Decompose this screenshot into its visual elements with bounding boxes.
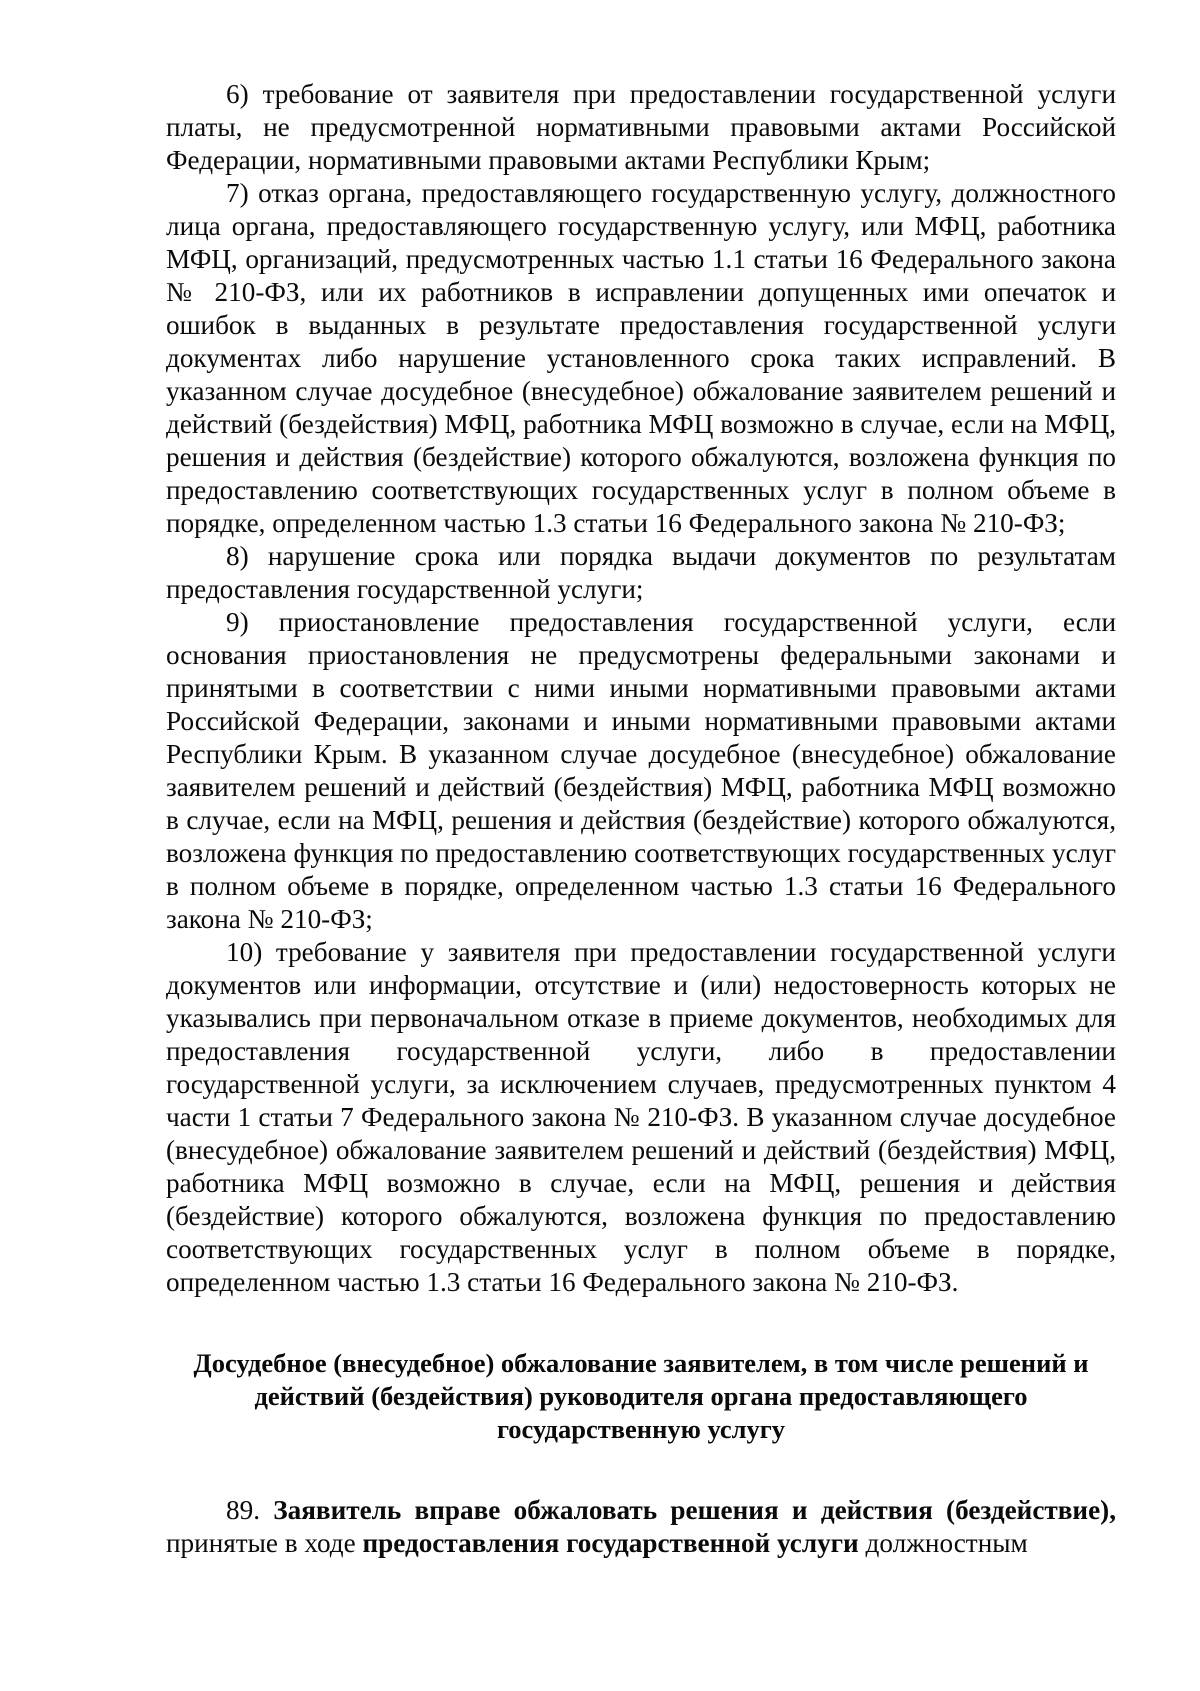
bold-fragment-1: Заявитель вправе обжаловать решения и действия (бездействие),	[273, 1495, 1117, 1525]
bold-fragment-2: предоставления государственной услуги	[362, 1528, 859, 1558]
document-page	[166, 78, 1116, 1560]
item-number: 89.	[226, 1495, 260, 1525]
paragraph-89	[166, 1494, 1116, 1560]
spacer	[166, 1446, 1116, 1494]
text-fragment-1: принятые в ходе	[166, 1528, 356, 1558]
text-fragment-2: должностным	[865, 1528, 1028, 1558]
list-item-10: 10) требование у заявителя при предоставлении государственной услуги документов или информации, отсутствие и (или) недостоверность которых не указывались при первоначальном отказе в приеме документов, необходимых для предоставления государственной услуги, либо в предоставлении государственной услуги, за исключением случаев, предусмотренных пунктом 4 части 1 статьи 7 Федерального закона № 210-ФЗ. В указанном случае досудебное (внесудебное) обжалование заявителем решений и действий (бездействия) МФЦ, работника МФЦ возможно в случае, если на МФЦ, решения и действия (бездействие) которого обжалуются, возложена функция по предоставлению соответствующих государственных услуг в полном объеме в порядке, определенном частью 1.3 статьи 16 Федерального закона № 210-ФЗ.	[166, 937, 1116, 1297]
list-item-9: 9) приостановление предоставления государственной услуги, если основания приостановления не предусмотрены федеральными законами и принятыми в соответствии с ними иными нормативными правовыми актами Российской Федерации, законами и иными нормативными правовыми актами Республики Крым. В указанном случае досудебное (внесудебное) обжалование заявителем решений и действий (бездействия) МФЦ, работника МФЦ возможно в случае, если на МФЦ, решения и действия (бездействие) которого обжалуются, возложена функция по предоставлению соответствующих государственных услуг в полном объеме в порядке, определенном частью 1.3 статьи 16 Федерального закона № 210-ФЗ;	[166, 607, 1116, 934]
section-heading: Досудебное (внесудебное) обжалование заявителем, в том числе решений и действий (бездействия) руководителя органа предоставляющего государственную услугу	[193, 1348, 1089, 1444]
list-item-7: 7) отказ органа, предоставляющего государственную услугу, должностного лица органа, предоставляющего государственную услугу, или МФЦ, работника МФЦ, организаций, предусмотренных частью 1.1 статьи 16 Федерального закона № 210-ФЗ, или их работников в исправлении допущенных ими опечаток и ошибок в выданных в результате предоставления государственной услуги документах либо нарушение установленного срока таких исправлений. В указанном случае досудебное (внесудебное) обжалование заявителем решений и действий (бездействия) МФЦ, работника МФЦ возможно в случае, если на МФЦ, решения и действия (бездействие) которого обжалуются, возложена функция по предоставлению соответствующих государственных услуг в полном объеме в порядке, определенном частью 1.3 статьи 16 Федерального закона № 210-ФЗ;	[166, 178, 1116, 538]
list-item-6: 6) требование от заявителя при предоставлении государственной услуги платы, не предусмотренной нормативными правовыми актами Российской Федерации, нормативными правовыми актами Республики Крым;	[166, 79, 1116, 175]
list-item-8: 8) нарушение срока или порядка выдачи документов по результатам предоставления государственной услуги;	[166, 541, 1116, 604]
